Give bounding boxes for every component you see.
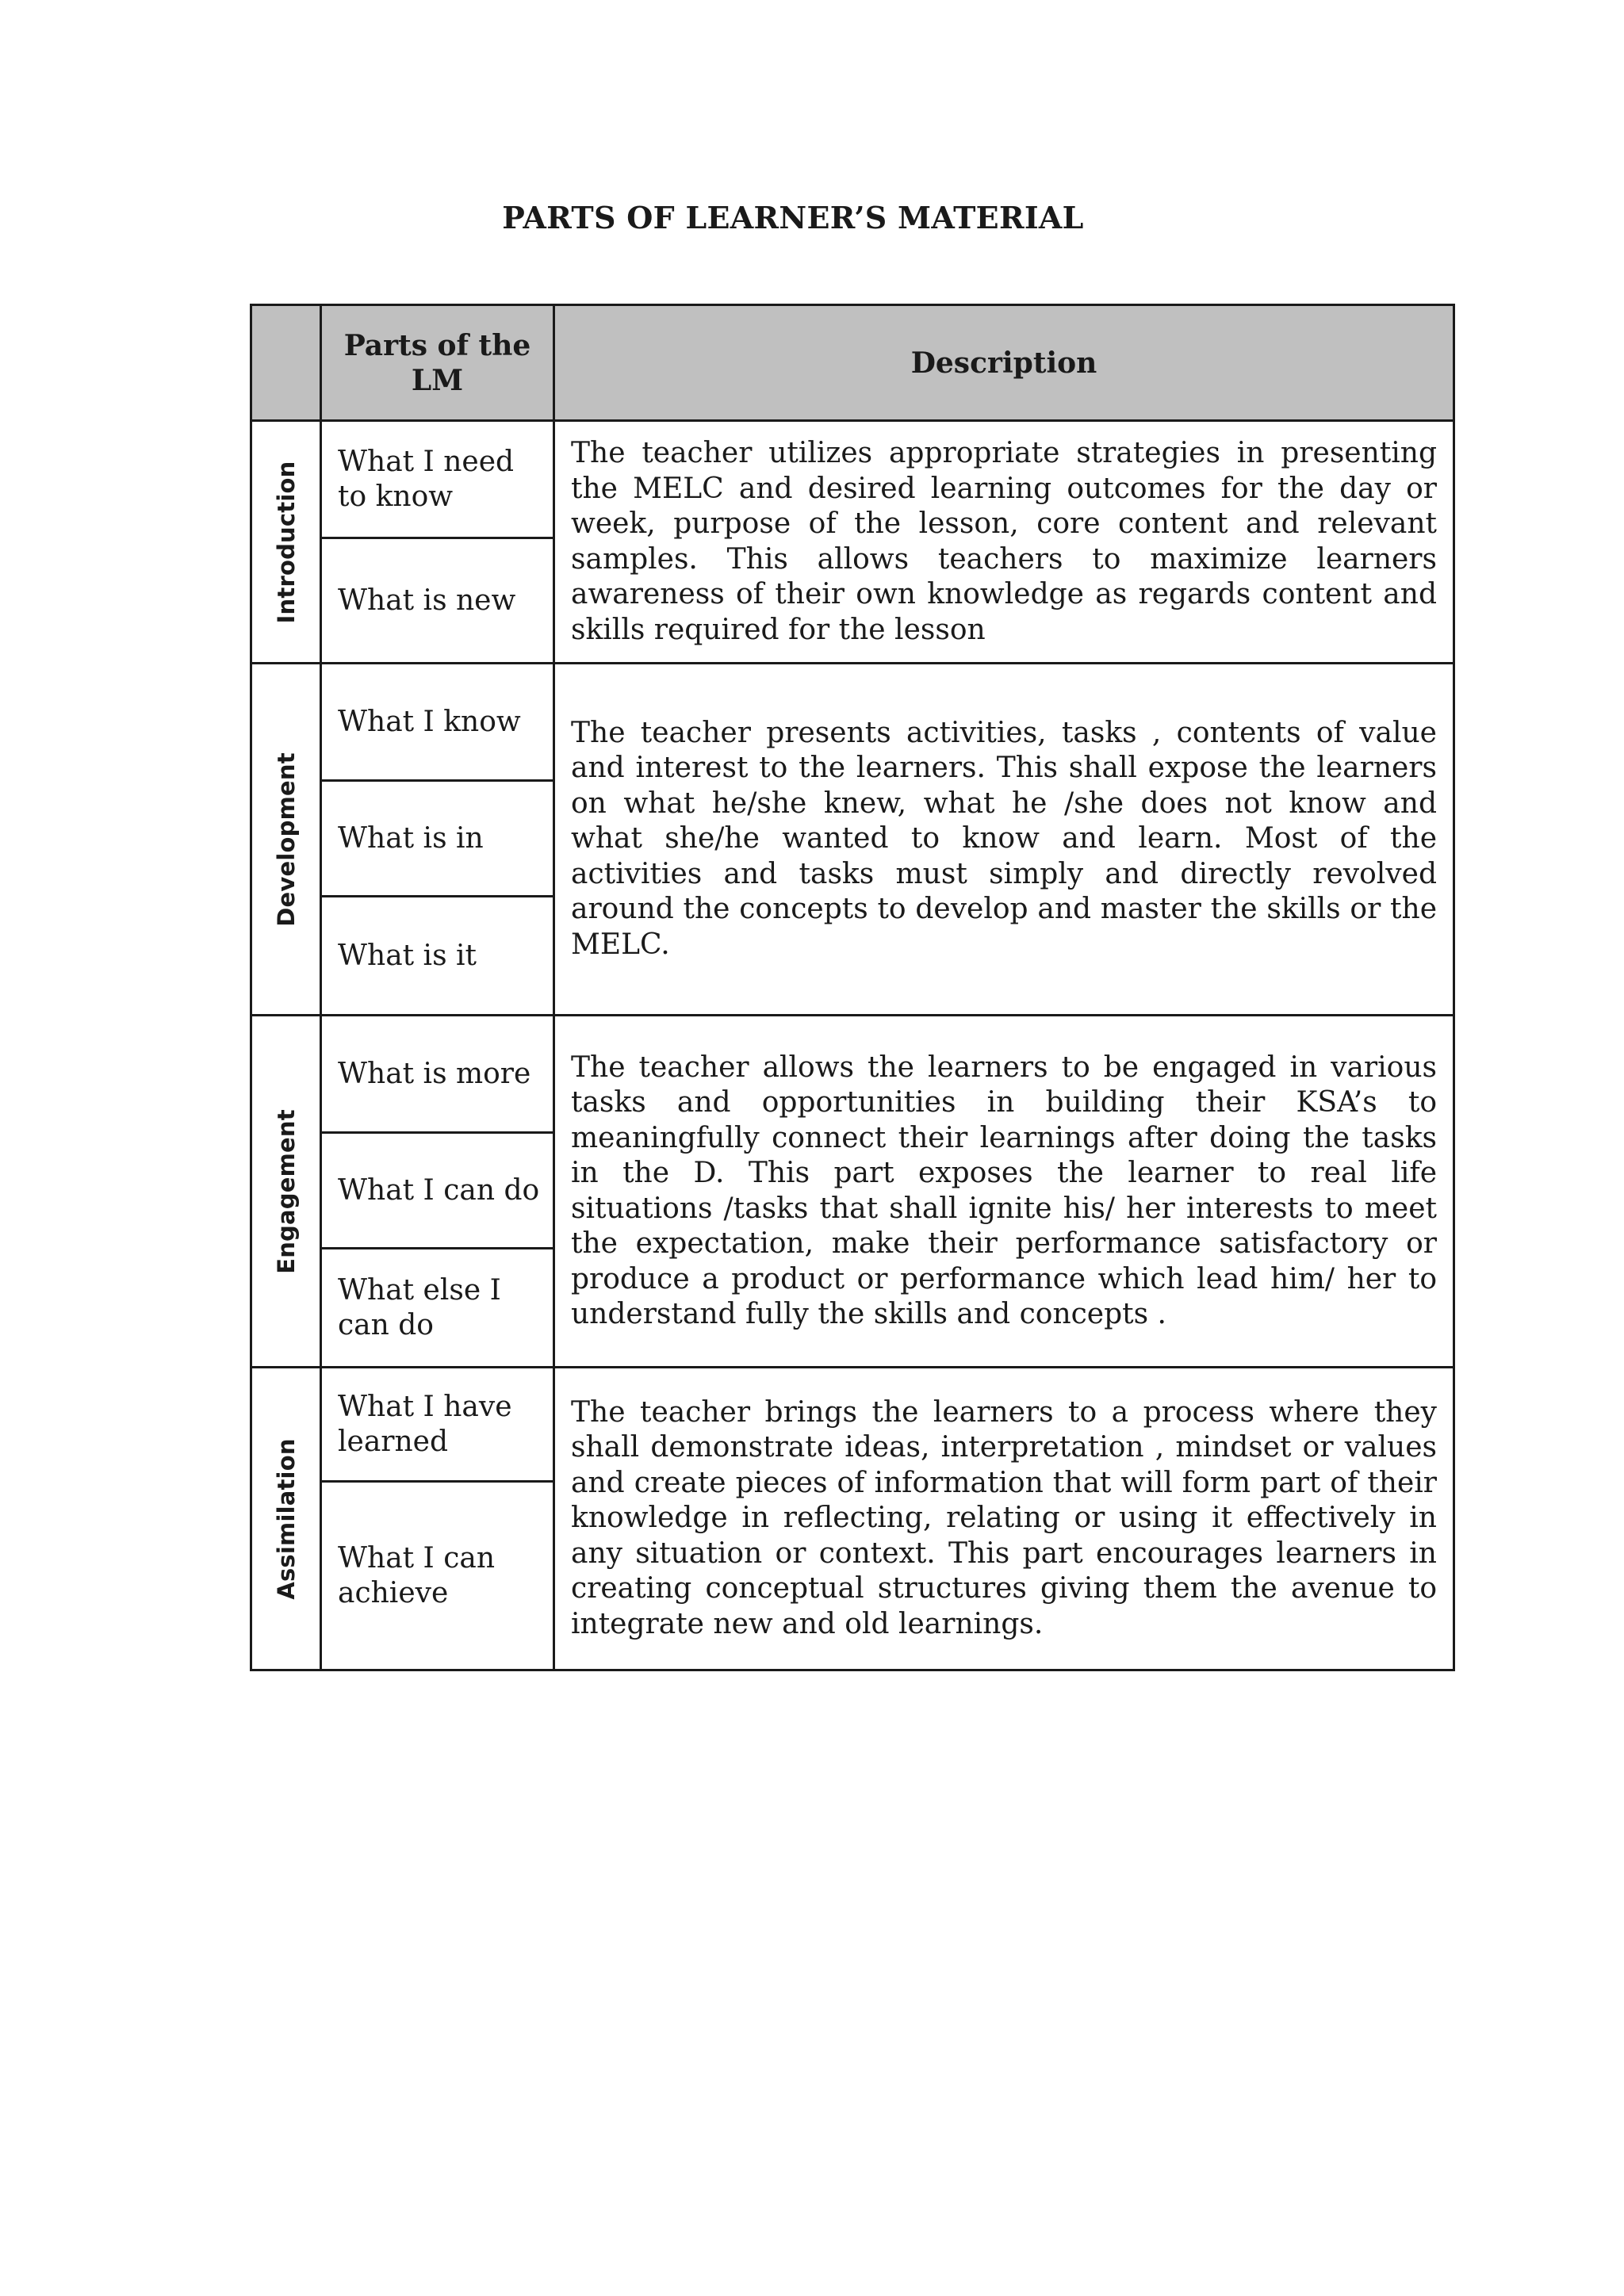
page-title: PARTS OF LEARNER’S MATERIAL	[502, 200, 1084, 235]
phase-cell-assimilation	[251, 1368, 321, 1670]
part-cell: What is it	[321, 897, 554, 1016]
phase-label: Engagement	[272, 1108, 300, 1274]
phase-label: Development	[272, 752, 300, 927]
table-header-row	[251, 305, 1454, 421]
part-cell: What I can achieve	[321, 1482, 554, 1670]
phase-cell-development	[251, 664, 321, 1016]
description-cell: The teacher utilizes appropriate strategies in presenting the MELC and desired learning outcomes for the day or week, purpose of the lesson, core content and relevant samples. This allows teachers to maximize learners awareness of their own knowledge as regards content and skills required for the lesson	[554, 421, 1454, 664]
part-cell: What is in	[321, 781, 554, 897]
part-cell: What I know	[321, 664, 554, 781]
table-row	[251, 664, 1454, 781]
table-row	[251, 1016, 1454, 1133]
header-phase	[251, 305, 321, 421]
part-cell: What I have learned	[321, 1368, 554, 1482]
part-cell: What I need to know	[321, 421, 554, 538]
part-cell: What else I can do	[321, 1249, 554, 1368]
learner-material-table	[250, 304, 1455, 1671]
description-cell: The teacher brings the learners to a process where they shall demonstrate ideas, interpretation , mindset or values and create pieces of information that will form part of their knowledge in reflecting, relating or using it effectively in any situation or context. This part encourages learners in creating conceptual structures giving them the avenue to integrate new and old learnings.	[554, 1368, 1454, 1670]
description-cell: The teacher presents activities, tasks , contents of value and interest to the learners. This shall expose the learners on what he/she knew, what he /she does not know and what she/he wanted to know and learn. Most of the activities and tasks must simply and directly revolved around the concepts to develop and master the skills or the MELC.	[554, 664, 1454, 1016]
table-row	[251, 421, 1454, 538]
part-cell: What is more	[321, 1016, 554, 1133]
description-cell: The teacher allows the learners to be engaged in various tasks and opportunities in building their KSA’s to meaningfully connect their learnings after doing the tasks in the D. This part exposes the learner to real life situations /tasks that shall ignite his/ her interests to meet the expectation, make their performance satisfactory or produce a product or performance which lead him/ her to understand fully the skills and concepts .	[554, 1016, 1454, 1368]
header-description: Description	[554, 305, 1454, 421]
table-row	[251, 1368, 1454, 1482]
header-parts-of-lm: Parts of the LM	[321, 305, 554, 421]
part-cell: What is new	[321, 538, 554, 664]
part-cell: What I can do	[321, 1133, 554, 1249]
phase-cell-introduction	[251, 421, 321, 664]
phase-cell-engagement	[251, 1016, 321, 1368]
phase-label: Assimilation	[272, 1437, 300, 1600]
phase-label: Introduction	[272, 461, 300, 623]
